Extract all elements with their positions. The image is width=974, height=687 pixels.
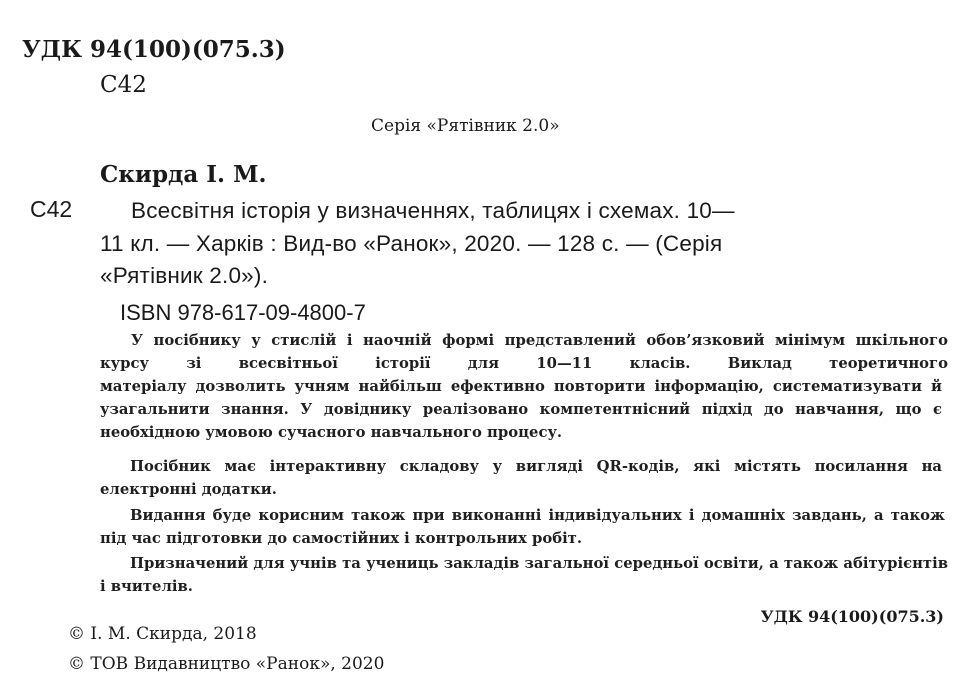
author-code-heading: С42 xyxy=(100,72,147,98)
copyright-author: © І. М. Скирда, 2018 xyxy=(68,624,257,644)
annotation-paragraph: Посібник має інтерактивну складову у вигляді QR-кодів, які містять посилання на електронні додатки. xyxy=(100,458,942,498)
series-line: Серія «Рятівник 2.0» xyxy=(371,116,560,136)
description-line: Всесвітня історія у визначеннях, таблицях і схемах. 10— xyxy=(131,198,735,223)
author-code: С42 xyxy=(30,196,73,222)
author-name: Скирда І. М. xyxy=(100,161,267,188)
annotation-paragraph: матеріалу дозволить учням найбільш ефективно повторити інформацію, систематизувати й узагальнити знання. У довіднику реалізовано компетентнісний підхід до навчання, що є необхідною умовою сучасного навчального процесу. xyxy=(100,378,942,441)
isbn: ISBN 978-617-09-4800-7 xyxy=(120,300,366,325)
udk-heading: УДК 94(100)(075.3) xyxy=(22,36,286,63)
annotation-paragraph: У посібнику у стислій і наочній формі представлений обов’язковий мінімум шкільного курсу зі всесвітньої історії для 10—11 класів. Виклад теоретичного xyxy=(100,332,948,372)
udk-footer: УДК 94(100)(075.3) xyxy=(760,607,944,626)
annotation-paragraph: Видання буде корисним також при виконанні індивідуальних і домашніх завдань, а також під час підготовки до самостійних і контрольних робіт. xyxy=(100,507,945,547)
copyright-publisher: © ТОВ Видавництво «Ранок», 2020 xyxy=(68,654,385,674)
annotation-paragraph: Призначений для учнів та учениць закладів загальної середньої освіти, а також абітурієнтів і вчителів. xyxy=(100,555,948,595)
description-line: 11 кл. — Харків : Вид-во «Ранок», 2020. — 128 с. — (Серія xyxy=(100,231,723,256)
description-line: «Рятівник 2.0»). xyxy=(100,263,269,288)
